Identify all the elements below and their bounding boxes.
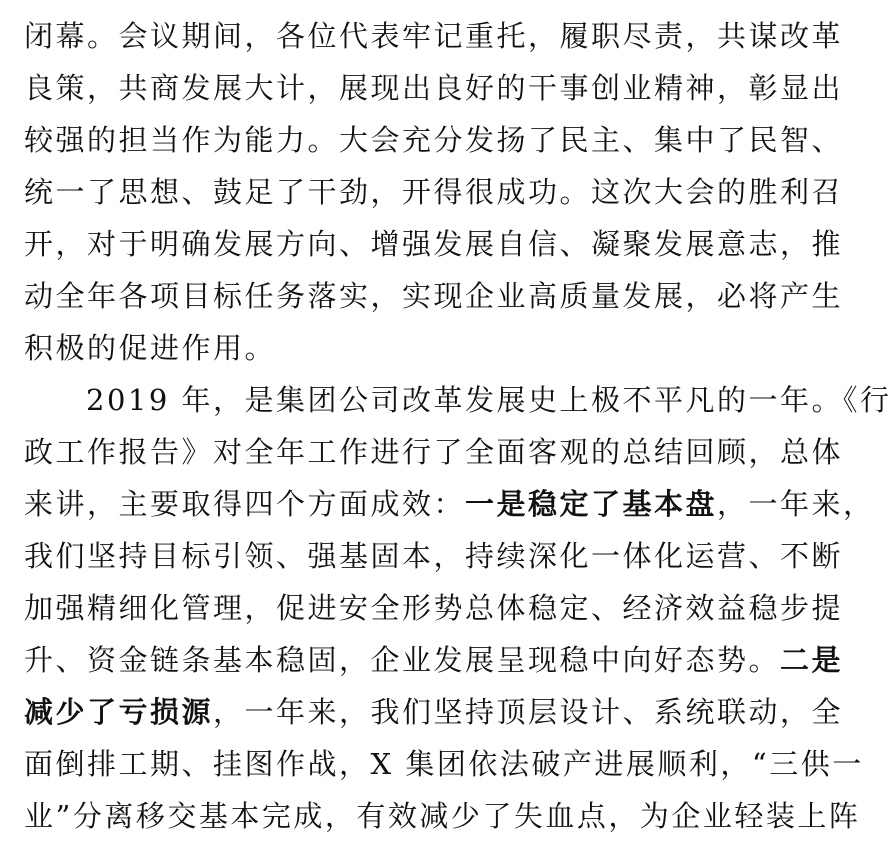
- text-line: [24, 686, 844, 738]
- bold-heading-2-end: 减少了亏损源: [24, 695, 214, 729]
- paragraph-1: [24, 10, 844, 374]
- bold-heading-2-start: 二是: [780, 643, 844, 677]
- text-segment: 升、资金链条基本稳固，企业发展呈现稳中向好态势。: [24, 643, 781, 677]
- text-line: 良策，共商发展大计，展现出良好的干事创业精神，彰显出: [24, 71, 844, 105]
- text-segment: ，一年来，: [717, 487, 875, 521]
- text-line: 面倒排工期、挂图作战，X 集团依法破产进展顺利，“三供一: [24, 747, 864, 781]
- text-line: [24, 634, 844, 686]
- text-line: 统一了思想、鼓足了干劲，开得很成功。这次大会的胜利召: [24, 175, 844, 209]
- paragraph-2: [24, 374, 892, 842]
- text-line: 闭幕。会议期间，各位代表牢记重托，履职尽责，共谋改革: [24, 19, 844, 53]
- text-line: [24, 478, 875, 530]
- text-line: 政工作报告》对全年工作进行了全面客观的总结回顾，总体: [24, 435, 844, 469]
- text-line: 我们坚持目标引领、强基固本，持续深化一体化运营、不断: [24, 539, 844, 573]
- text-line-partial: 业”分离移交基本完成，有效减少了失血点，为企业轻装上阵: [24, 799, 861, 833]
- text-line: 积极的促进作用。: [24, 331, 277, 365]
- bold-heading-1: 一是稳定了基本盘: [465, 487, 718, 521]
- text-line: 开，对于明确发展方向、增强发展自信、凝聚发展意志，推: [24, 227, 844, 261]
- text-segment: ，一年来，我们坚持顶层设计、系统联动，全: [213, 695, 844, 729]
- text-line: 动全年各项目标任务落实，实现企业高质量发展，必将产生: [24, 279, 844, 313]
- text-line: 较强的担当作为能力。大会充分发扬了民主、集中了民智、: [24, 123, 844, 157]
- text-line: 加强精细化管理，促进安全形势总体稳定、经济效益稳步提: [24, 591, 844, 625]
- text-line: 2019 年，是集团公司改革发展史上极不平凡的一年。《行: [86, 383, 892, 417]
- text-segment: 来讲，主要取得四个方面成效：: [24, 487, 466, 521]
